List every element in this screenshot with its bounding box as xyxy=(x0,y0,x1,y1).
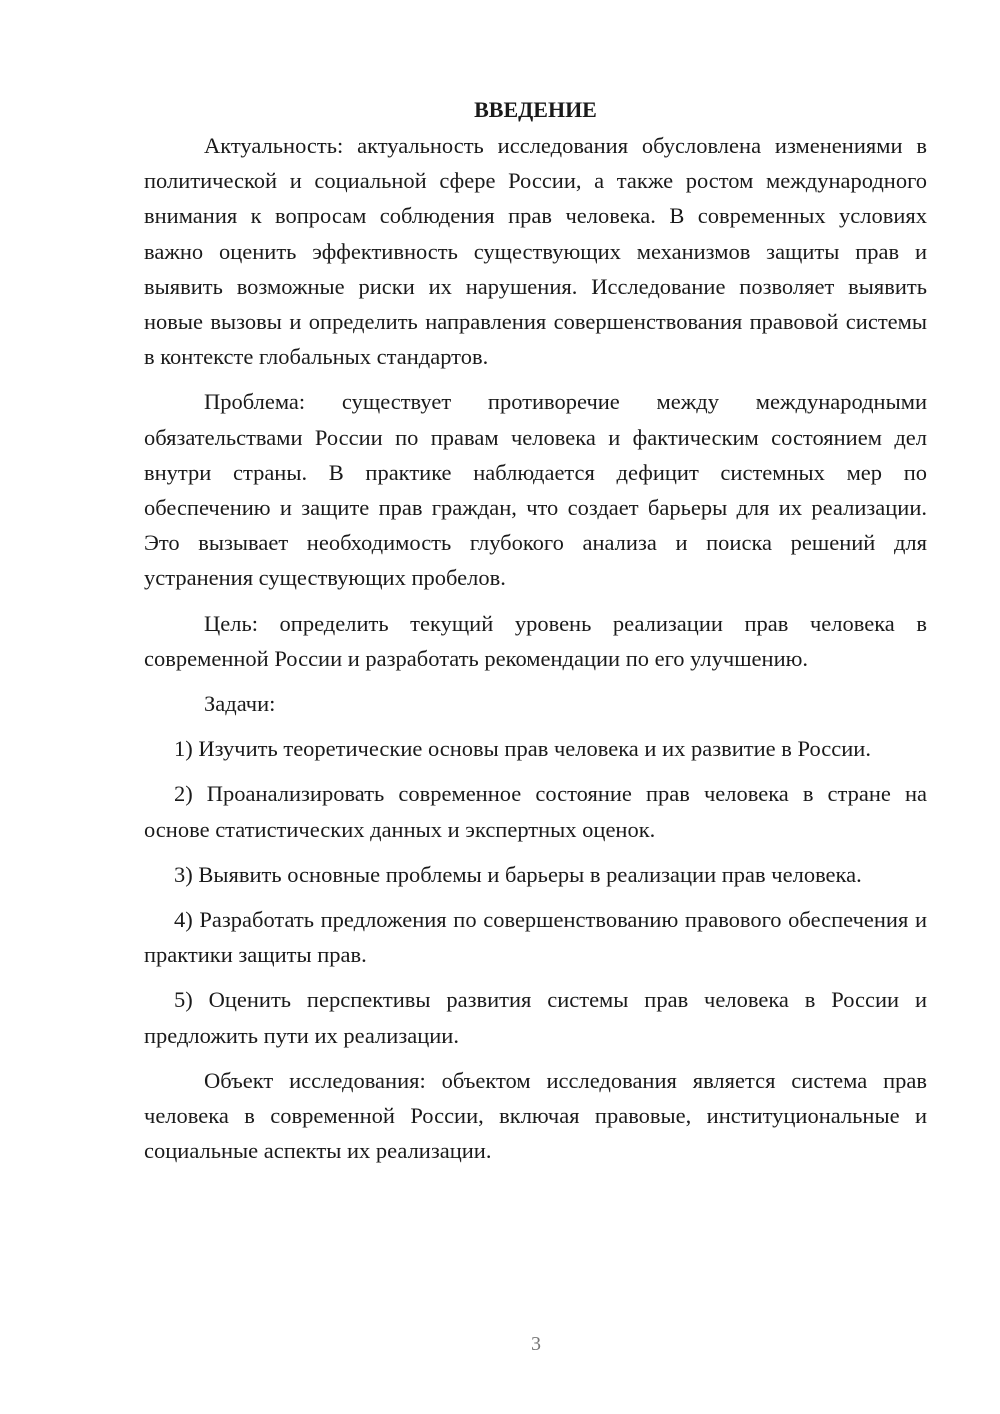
tasks-heading: Задачи: xyxy=(204,691,276,717)
goal-paragraph: Цель: определить текущий уровень реализации прав человека в современной России и разработать рекомендации по его улучшению. xyxy=(144,610,927,671)
task-item: 2) Проанализировать современное состояние прав человека в стране на основе статистических данных и экспертных оценок. xyxy=(144,781,927,842)
task-item: 1) Изучить теоретические основы прав человека и их развитие в России. xyxy=(174,736,871,762)
task-item: 4) Разработать предложения по совершенствованию правового обеспечения и практики защиты прав. xyxy=(144,907,927,968)
object-paragraph: Объект исследования: объектом исследования является система прав человека в современной России, включая правовые, институциональные и социальные аспекты их реализации. xyxy=(144,1067,927,1164)
section-title: ВВЕДЕНИЕ xyxy=(474,97,597,122)
problem-paragraph: Проблема: существует противоречие между международными обязательствами России по правам человека и фактическим состоянием дел внутри страны. В практике наблюдается дефицит системных мер по обеспечению и защите прав граждан, что создает барьеры для их реализации. Это вызывает необходимость глубокого анализа и поиска решений для устранения существующих пробелов. xyxy=(144,389,927,591)
page-number: 3 xyxy=(531,1333,541,1355)
task-item: 5) Оценить перспективы развития системы прав человека в России и предложить пути их реализации. xyxy=(144,987,927,1048)
document-page xyxy=(144,92,927,1168)
task-item: 3) Выявить основные проблемы и барьеры в реализации прав человека. xyxy=(174,861,862,887)
relevance-paragraph: Актуальность: актуальность исследования обусловлена изменениями в политической и социальной сфере России, а также ростом международного внимания к вопросам соблюдения прав человека. В современных условиях важно оценить эффективность существующих механизмов защиты прав и выявить возможные риски их нарушения. Исследование позволяет выявить новые вызовы и определить направления совершенствования правовой системы в контексте глобальных стандартов. xyxy=(144,133,927,370)
